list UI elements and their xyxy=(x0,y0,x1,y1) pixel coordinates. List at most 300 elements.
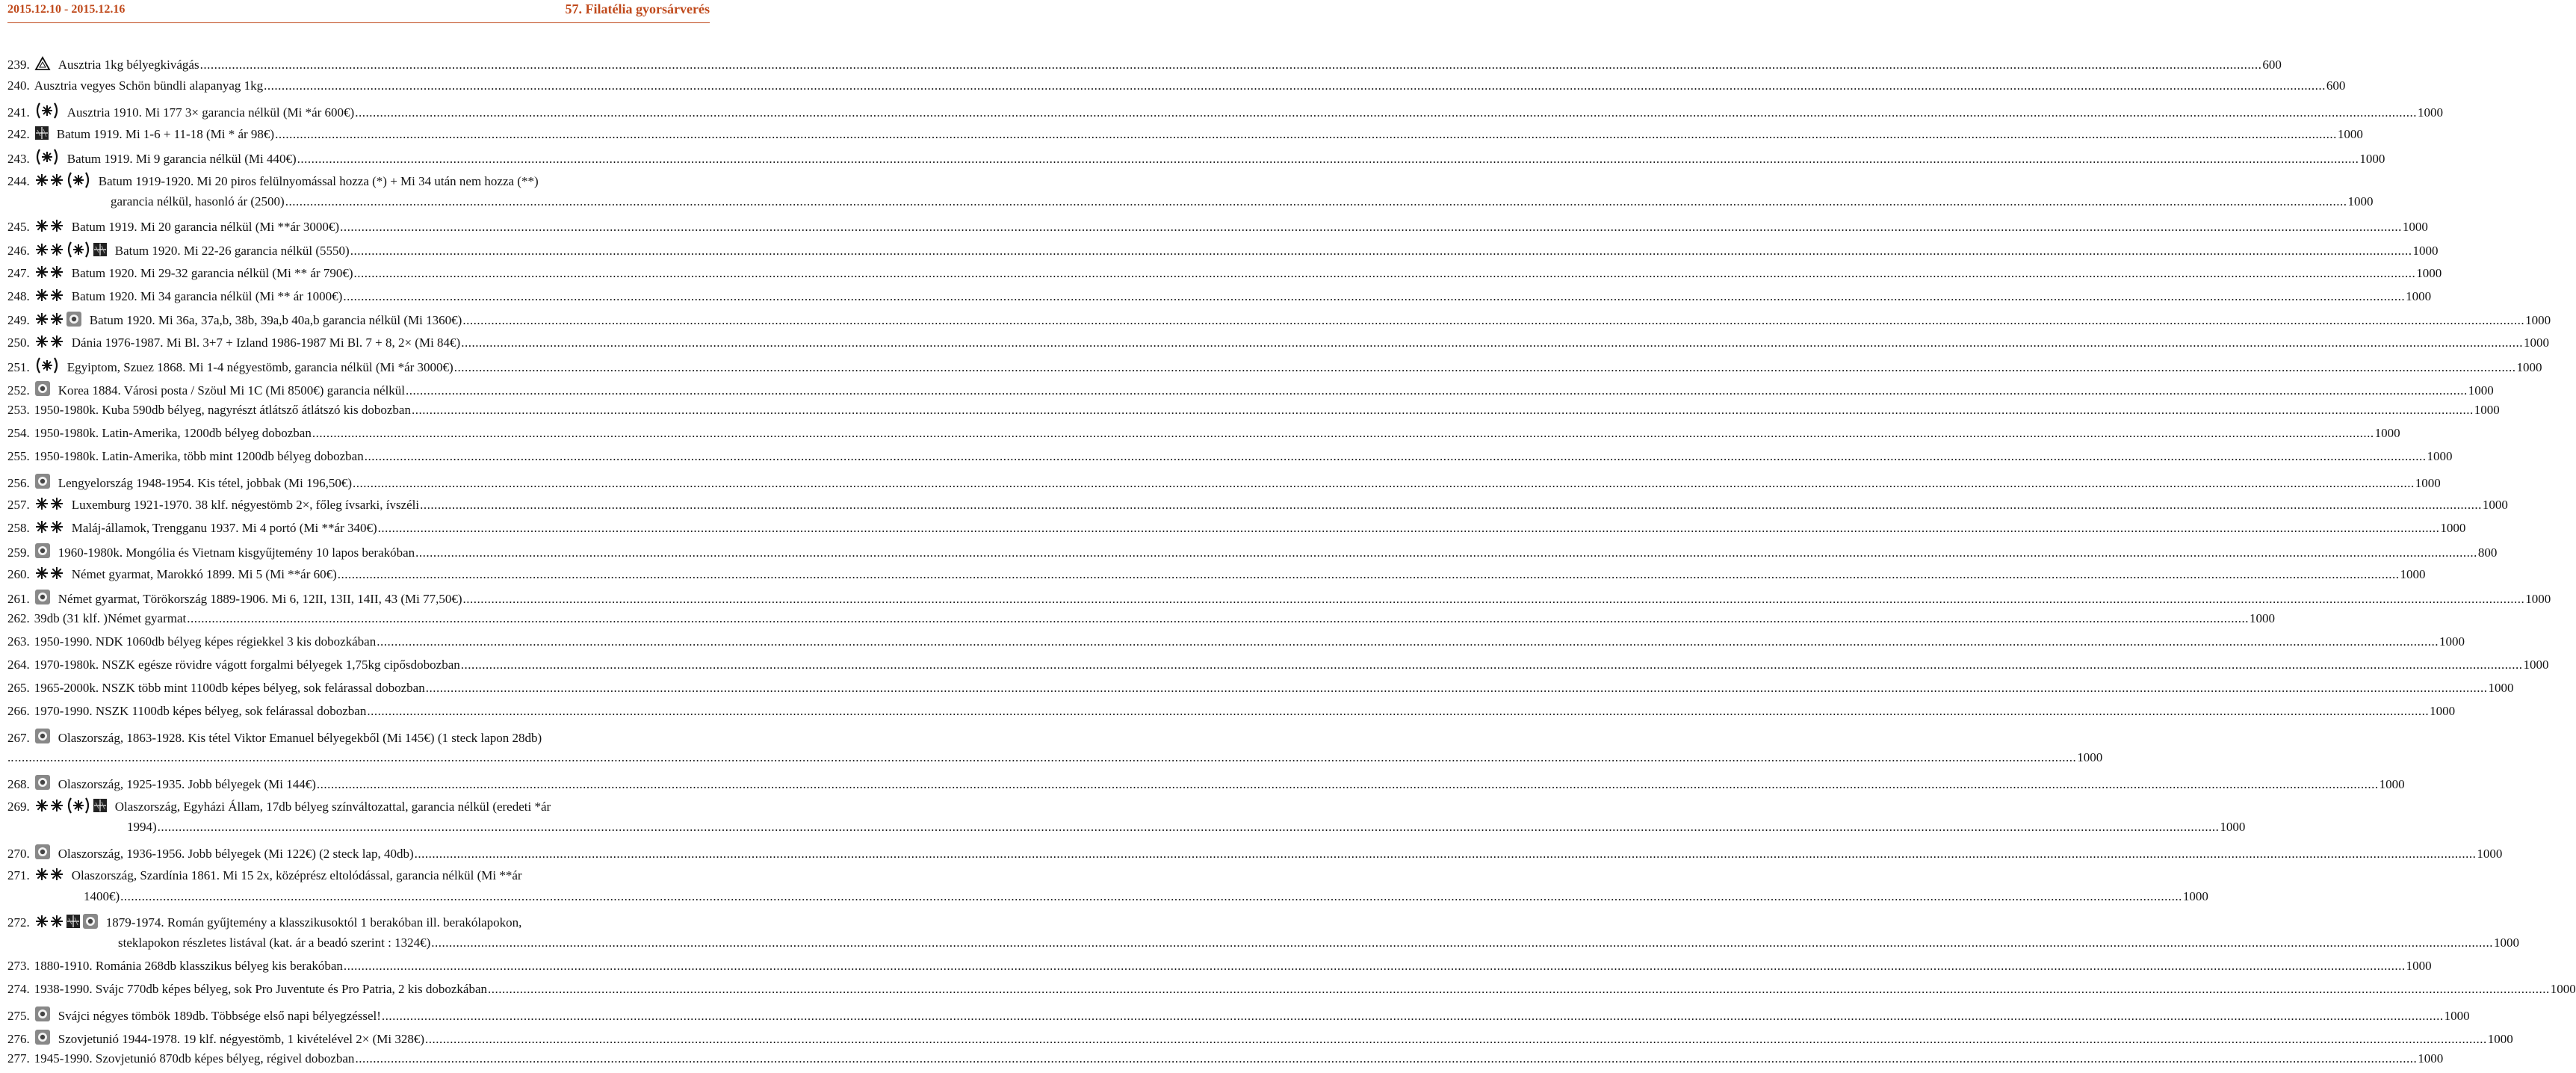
double-star-icon xyxy=(34,519,64,539)
lot-description: Olaszország, 1925-1935. Jobb bélyegek (Mi 144€) xyxy=(58,777,316,791)
starting-price: 1000 xyxy=(2418,1051,2444,1066)
starting-price: 1000 xyxy=(2523,335,2549,350)
lot-entry xyxy=(7,378,2494,401)
starting-price: 1000 xyxy=(2374,426,2400,440)
starting-price: 1000 xyxy=(2477,847,2503,861)
lot-description: 1950-1980k. Latin-Amerika, 1200db bélyeg dobozban xyxy=(34,426,312,440)
lot-entry xyxy=(7,471,2441,494)
lot-line xyxy=(7,332,2549,355)
starting-price: 1000 xyxy=(2249,611,2275,625)
starting-price: 1000 xyxy=(2347,194,2374,208)
lot-entry xyxy=(7,355,2542,378)
condition-icons xyxy=(34,56,52,75)
lot-entry xyxy=(7,424,2400,448)
lot-number: 256. xyxy=(7,476,30,490)
dot-leader xyxy=(463,590,2525,607)
starting-price: 1000 xyxy=(2444,1009,2470,1023)
dot-leader xyxy=(367,702,2429,720)
starting-price: 1000 xyxy=(2427,449,2453,463)
lot-line xyxy=(7,309,2551,332)
dot-leader xyxy=(454,359,2516,376)
lot-entry xyxy=(7,448,2453,471)
starting-price: 1000 xyxy=(2550,982,2576,996)
lot-line xyxy=(7,378,2494,401)
dot-leader xyxy=(354,265,2416,282)
starting-price: 1000 xyxy=(2523,658,2549,672)
dot-leader xyxy=(382,1007,2444,1024)
stamped-icon xyxy=(34,473,51,494)
lot-line xyxy=(7,841,2503,865)
lot-entry xyxy=(7,401,2500,424)
date-range: 2015.12.10 - 2015.12.16 xyxy=(7,3,126,16)
lot-number: 276. xyxy=(7,1032,30,1046)
dot-leader xyxy=(377,633,2439,650)
lot-description: 1950-1980k. Latin-Amerika, több mint 1200db bélyeg dobozban xyxy=(34,449,364,463)
dot-leader xyxy=(275,126,2337,143)
lot-number: 265. xyxy=(7,681,30,695)
starting-price: 1000 xyxy=(2416,266,2442,280)
lot-line xyxy=(7,123,2363,146)
lot-description: Maláj-államok, Trengganu 1937. Mi 4 portó (Mi **ár 340€) xyxy=(71,521,377,535)
lot-entry xyxy=(7,540,2498,563)
condition-icons xyxy=(34,126,51,145)
double-star-icon xyxy=(34,218,64,238)
lot-line xyxy=(7,424,2400,448)
lot-number: 242. xyxy=(7,127,30,141)
lot-description: Batum 1920. Mi 34 garancia nélkül (Mi ** ár 1000€) xyxy=(71,289,343,303)
lot-description: Batum 1920. Mi 22-26 garancia nélkül (5550) xyxy=(114,244,350,258)
lot-entry xyxy=(7,123,2363,146)
lot-description: 1879-1974. Román gyűjtemény a klasszikusoktól 1 berakóban ill. berakólapokon, xyxy=(105,915,522,930)
dot-leader xyxy=(344,957,2406,974)
lot-entry xyxy=(7,170,2374,216)
lot-number: 254. xyxy=(7,426,30,440)
condition-icons xyxy=(34,172,93,193)
lot-description: steklapokon részletes listával (kat. ár a beadó szerint : 1324€) xyxy=(118,936,431,950)
lot-line xyxy=(7,610,2275,633)
lot-description: Korea 1884. Városi posta / Szöul Mi 1C (Mi 8500€) garancia nélkül xyxy=(58,383,406,398)
dot-leader xyxy=(200,56,2262,73)
lot-number: 246. xyxy=(7,244,30,258)
lot-description: Svájci négyes tömbök 189db. Többsége első napi bélyegzéssel! xyxy=(58,1009,381,1023)
condition-icons xyxy=(34,265,66,284)
starting-price: 1000 xyxy=(2417,105,2443,120)
double-star-icon xyxy=(34,914,64,933)
lot-line xyxy=(7,401,2500,424)
starting-price: 1000 xyxy=(2359,152,2385,166)
lot-line xyxy=(7,1027,2513,1050)
lot-line xyxy=(7,170,651,193)
dot-leader xyxy=(355,1050,2417,1067)
lot-line xyxy=(7,540,2498,563)
lot-description: 1938-1990. Svájc 770db képes bélyeg, sok Pro Juventute és Pro Patria, 2 kis dobozkában xyxy=(34,982,487,996)
lot-number: 244. xyxy=(7,174,30,188)
lot-line xyxy=(7,679,2514,702)
starting-price: 1000 xyxy=(2482,498,2508,512)
starting-price: 1000 xyxy=(2494,936,2519,950)
dot-leader xyxy=(462,312,2524,329)
lot-entry xyxy=(7,332,2549,355)
dot-leader xyxy=(488,980,2550,998)
lot-number: 239. xyxy=(7,58,30,72)
lot-description: Lengyelország 1948-1954. Kis tétel, jobbak (Mi 196,50€) xyxy=(58,476,353,490)
condition-icons xyxy=(34,218,66,238)
starting-price: 1000 xyxy=(2487,1032,2513,1046)
starting-price: 1000 xyxy=(2406,959,2432,973)
double-star-icon xyxy=(34,265,64,284)
starting-price: 1000 xyxy=(2488,681,2514,695)
lot-description: 1960-1980k. Mongólia és Vietnam kisgyűjtemény 10 lapos berakóban xyxy=(58,545,415,560)
dot-leader xyxy=(425,1030,2487,1048)
starting-price: 1000 xyxy=(2474,403,2500,417)
double-star-icon xyxy=(34,867,64,886)
lot-description: Luxemburg 1921-1970. 38 klf. négyestömb 2×, főleg ívsarki, ívszéli xyxy=(71,498,420,512)
starting-price: 1000 xyxy=(2220,820,2246,834)
lot-line xyxy=(7,448,2453,471)
condition-icons xyxy=(34,589,52,610)
dot-leader xyxy=(406,382,2468,399)
condition-icons xyxy=(34,542,52,563)
dot-leader xyxy=(353,474,2415,492)
lot-entry xyxy=(7,309,2551,332)
stamped-icon xyxy=(34,380,51,401)
lot-number: 245. xyxy=(7,220,30,234)
lot-description: .. xyxy=(7,750,14,764)
lot-number: 263. xyxy=(7,634,30,649)
lot-entry xyxy=(7,517,2466,540)
catalog-title: 57. Filatélia gyorsárverés xyxy=(565,1,710,16)
condition-icons xyxy=(34,311,84,332)
paren-star-icon xyxy=(66,172,91,193)
lot-number: 241. xyxy=(7,105,30,120)
dot-leader xyxy=(412,401,2474,418)
triangle-icon xyxy=(34,56,51,75)
condition-icons xyxy=(34,774,52,795)
lot-description: Olaszország, Szardínia 1861. Mi 15 2x, középrész eltolódással, garancia nélkül (Mi **ár xyxy=(71,868,522,882)
dot-leader xyxy=(340,218,2402,235)
lot-number: 243. xyxy=(7,152,30,166)
lot-line xyxy=(7,702,2456,726)
starting-price: 1000 xyxy=(2430,704,2456,718)
dot-leader xyxy=(285,193,2347,210)
starting-price: 1000 xyxy=(2337,127,2363,141)
paren-star-icon xyxy=(66,797,91,818)
dot-leader xyxy=(343,288,2405,305)
starting-price: 1000 xyxy=(2468,383,2494,398)
lot-entry xyxy=(7,795,2246,841)
lot-description: 1880-1910. Románia 268db klasszikus bélyeg kis berakóban xyxy=(34,959,343,973)
lot-entry xyxy=(7,865,2208,911)
double-star-icon xyxy=(34,496,64,516)
lot-number: 251. xyxy=(7,360,30,374)
lot-description: Batum 1919. Mi 20 garancia nélkül (Mi **ár 3000€) xyxy=(71,220,340,234)
lot-entry xyxy=(7,702,2456,726)
lot-number: 267. xyxy=(7,731,30,745)
lot-line xyxy=(7,656,2549,679)
double-star-icon xyxy=(34,798,64,817)
lot-line xyxy=(7,795,651,818)
lot-entry xyxy=(7,726,2103,772)
lot-number: 269. xyxy=(7,800,30,814)
lot-line xyxy=(7,54,2282,77)
lot-description: Batum 1919. Mi 1-6 + 11-18 (Mi * ár 98€) xyxy=(56,127,275,141)
lot-number: 272. xyxy=(7,915,30,930)
lot-line xyxy=(7,749,2103,772)
lot-description: 1970-1990. NSZK 1100db képes bélyeg, sok felárassal dobozban xyxy=(34,704,367,718)
condition-icons xyxy=(34,334,66,353)
lot-entry xyxy=(7,633,2465,656)
lot-entry xyxy=(7,772,2405,795)
lot-number: 260. xyxy=(7,567,30,581)
condition-icons xyxy=(34,844,52,865)
lot-number: 252. xyxy=(7,383,30,398)
condition-icons xyxy=(34,149,61,170)
double-star-icon xyxy=(34,173,64,192)
lot-line xyxy=(7,239,2439,262)
dot-leader xyxy=(15,749,2077,766)
dot-leader xyxy=(317,776,2379,793)
lot-number: 277. xyxy=(7,1051,30,1066)
block-icon xyxy=(66,914,81,933)
lot-description: Szovjetunió 1944-1978. 19 klf. négyestömb, 1 kivételével 2× (Mi 328€) xyxy=(58,1032,424,1046)
paren-star-icon xyxy=(34,102,60,123)
lot-entry xyxy=(7,587,2551,610)
lot-number: 247. xyxy=(7,266,30,280)
lot-number: 261. xyxy=(7,592,30,606)
page-header xyxy=(7,0,710,30)
condition-icons xyxy=(34,1029,52,1050)
lot-description: 1970-1980k. NSZK egésze rövidre vágott forgalmi bélyegek 1,75kg cipősdobozban xyxy=(34,658,460,672)
lot-entry xyxy=(7,216,2428,239)
lot-number: 255. xyxy=(7,449,30,463)
starting-price: 1000 xyxy=(2525,313,2551,327)
block-icon xyxy=(34,126,49,145)
condition-icons xyxy=(34,566,66,585)
lot-entry xyxy=(7,656,2549,679)
stamped-icon xyxy=(66,311,82,332)
lot-entry xyxy=(7,494,2508,517)
stamped-icon xyxy=(34,1029,51,1050)
lot-description: 1950-1990. NDK 1060db bélyeg képes régiekkel 3 kis dobozkában xyxy=(34,634,377,649)
lot-description: Batum 1920. Mi 36a, 37a,b, 38b, 39a,b 40a,b garancia nélkül (Mi 1360€) xyxy=(89,313,462,327)
dot-leader xyxy=(158,818,2220,835)
dot-leader xyxy=(312,424,2374,442)
condition-icons xyxy=(34,380,52,401)
lot-number: 275. xyxy=(7,1009,30,1023)
condition-icons xyxy=(34,519,66,539)
lot-description: Német gyarmat, Törökország 1889-1906. Mi 6, 12II, 13II, 14II, 43 (Mi 77,50€) xyxy=(58,592,462,606)
lot-line xyxy=(7,1004,2470,1027)
dot-leader xyxy=(420,496,2482,513)
dot-leader xyxy=(350,242,2412,259)
dot-leader xyxy=(120,888,2182,905)
lot-number: 257. xyxy=(7,498,30,512)
lot-entry xyxy=(7,1027,2513,1050)
condition-icons xyxy=(34,241,109,262)
starting-price: 1000 xyxy=(2400,567,2426,581)
dot-leader xyxy=(297,150,2359,167)
lot-line xyxy=(7,818,2246,841)
dot-leader xyxy=(415,845,2477,862)
lot-line xyxy=(7,1050,2444,1073)
paren-star-icon xyxy=(34,357,60,378)
starting-price: 1000 xyxy=(2516,360,2542,374)
lot-description: Batum 1920. Mi 29-32 garancia nélkül (Mi ** ár 790€) xyxy=(71,266,353,280)
dot-leader xyxy=(355,104,2417,121)
stamped-icon xyxy=(34,589,51,610)
starting-price: 1000 xyxy=(2525,592,2551,606)
starting-price: 1000 xyxy=(2412,244,2439,258)
lot-number: 274. xyxy=(7,982,30,996)
lot-number: 250. xyxy=(7,335,30,350)
starting-price: 600 xyxy=(2326,78,2346,93)
condition-icons xyxy=(34,473,52,494)
double-star-icon xyxy=(34,312,64,331)
lot-description: 1950-1980k. Kuba 590db bélyeg, nagyrészt átlátsző átlátszó kis dobozban xyxy=(34,403,411,417)
lot-description: Olaszország, 1863-1928. Kis tétel Viktor Emanuel bélyegekből (Mi 145€) (1 steck lapon 28db) xyxy=(58,731,542,745)
lot-description: 39db (31 klf. )Német gyarmat xyxy=(34,611,187,625)
condition-icons xyxy=(34,102,61,123)
dot-leader xyxy=(415,544,2477,561)
lot-entry xyxy=(7,563,2426,587)
double-star-icon xyxy=(34,566,64,585)
lot-entry xyxy=(7,911,2519,957)
stamped-icon xyxy=(34,774,51,795)
block-icon xyxy=(93,242,108,262)
lot-description: Batum 1919-1920. Mi 20 piros felülnyomással hozza (*) + Mi 34 után nem hozza (**) xyxy=(98,174,539,188)
starting-price: 1000 xyxy=(2439,634,2465,649)
lot-description: garancia nélkül, hasonló ár (2500) xyxy=(111,194,285,208)
lot-description: 1945-1990. Szovjetunió 870db képes bélyeg, régivel dobozban xyxy=(34,1051,355,1066)
lot-description: Batum 1919. Mi 9 garancia nélkül (Mi 440€) xyxy=(66,152,297,166)
lot-description: Egyiptom, Szuez 1868. Mi 1-4 négyestömb, garancia nélkül (Mi *ár 3000€) xyxy=(66,360,453,374)
dot-leader xyxy=(431,934,2493,951)
lot-line xyxy=(7,980,2576,1004)
starting-price: 1000 xyxy=(2402,220,2428,234)
lot-line xyxy=(7,865,651,888)
lot-entry xyxy=(7,841,2503,865)
lot-line xyxy=(7,911,651,934)
lot-description: Ausztria vegyes Schön bündli alapanyag 1kg xyxy=(34,78,264,93)
lot-entry xyxy=(7,1004,2470,1027)
lot-description: 1994) xyxy=(127,820,157,834)
lot-line xyxy=(7,146,2385,170)
lot-entry xyxy=(7,957,2432,980)
lot-number: 248. xyxy=(7,289,30,303)
double-star-icon xyxy=(34,288,64,307)
condition-icons xyxy=(34,1006,52,1027)
lot-description: 1965-2000k. NSZK több mint 1100db képes bélyeg, sok felárassal dobozban xyxy=(34,681,425,695)
lot-number: 262. xyxy=(7,611,30,625)
lot-number: 249. xyxy=(7,313,30,327)
lot-description: Ausztria 1910. Mi 177 3× garancia nélkül (Mi *ár 600€) xyxy=(66,105,355,120)
condition-icons xyxy=(34,496,66,516)
lot-entry xyxy=(7,262,2442,285)
header-divider xyxy=(7,22,710,23)
lot-line xyxy=(7,262,2442,285)
dot-leader xyxy=(461,656,2523,673)
condition-icons xyxy=(34,728,52,749)
starting-price: 1000 xyxy=(2077,750,2103,764)
dot-leader xyxy=(338,566,2400,583)
lot-number: 253. xyxy=(7,403,30,417)
lot-description: Ausztria 1kg bélyegkivágás xyxy=(58,58,199,72)
lot-entry xyxy=(7,100,2443,123)
starting-price: 1000 xyxy=(2379,777,2405,791)
dot-leader xyxy=(426,679,2488,696)
lot-line xyxy=(7,77,2346,100)
lot-line xyxy=(7,633,2465,656)
lot-entry xyxy=(7,679,2514,702)
condition-icons xyxy=(34,867,66,886)
paren-star-icon xyxy=(34,149,60,170)
lot-entry xyxy=(7,285,2432,309)
lot-number: 271. xyxy=(7,868,30,882)
lot-number: 258. xyxy=(7,521,30,535)
condition-icons xyxy=(34,797,109,818)
paren-star-icon xyxy=(66,241,91,262)
lot-line xyxy=(7,888,2208,911)
starting-price: 1000 xyxy=(2440,521,2466,535)
lot-description: Olaszország, Egyházi Állam, 17db bélyeg színváltozattal, garancia nélkül (eredeti *ár xyxy=(114,800,551,814)
lot-line xyxy=(7,100,2443,123)
lot-line xyxy=(7,957,2432,980)
lot-entry xyxy=(7,610,2275,633)
starting-price: 1000 xyxy=(2406,289,2432,303)
dot-leader xyxy=(187,610,2249,627)
lot-entry xyxy=(7,239,2439,262)
lot-number: 268. xyxy=(7,777,30,791)
condition-icons xyxy=(34,913,100,934)
lot-number: 240. xyxy=(7,78,30,93)
stamped-icon xyxy=(34,844,51,865)
lot-line xyxy=(7,726,651,749)
lot-number: 264. xyxy=(7,658,30,672)
lot-number: 273. xyxy=(7,959,30,973)
double-star-icon xyxy=(34,242,64,262)
lot-line xyxy=(7,494,2508,517)
condition-icons xyxy=(34,357,61,378)
lot-line xyxy=(7,355,2542,378)
lot-line xyxy=(7,563,2426,587)
lot-number: 266. xyxy=(7,704,30,718)
lot-entry xyxy=(7,54,2282,77)
lot-entry xyxy=(7,77,2346,100)
lot-line xyxy=(7,216,2428,239)
lot-line xyxy=(7,772,2405,795)
double-star-icon xyxy=(34,334,64,353)
starting-price: 800 xyxy=(2477,545,2498,560)
lot-entry xyxy=(7,1050,2444,1073)
lot-description: Dánia 1976-1987. Mi Bl. 3+7 + Izland 1986-1987 Mi Bl. 7 + 8, 2× (Mi 84€) xyxy=(71,335,461,350)
block-icon xyxy=(93,798,108,817)
starting-price: 1000 xyxy=(2182,889,2208,903)
lot-line xyxy=(7,193,2374,216)
lot-number: 270. xyxy=(7,847,30,861)
starting-price: 1000 xyxy=(2415,476,2441,490)
starting-price: 600 xyxy=(2262,58,2282,72)
lot-line xyxy=(7,934,2519,957)
stamped-icon xyxy=(82,913,99,934)
dot-leader xyxy=(461,334,2523,351)
dot-leader xyxy=(378,519,2440,536)
stamped-icon xyxy=(34,1006,51,1027)
lot-description: Német gyarmat, Marokkó 1899. Mi 5 (Mi **ár 60€) xyxy=(71,567,337,581)
lot-line xyxy=(7,471,2441,494)
lot-description: 1400€) xyxy=(84,889,120,903)
lot-entry xyxy=(7,146,2385,170)
lot-entry xyxy=(7,980,2576,1004)
